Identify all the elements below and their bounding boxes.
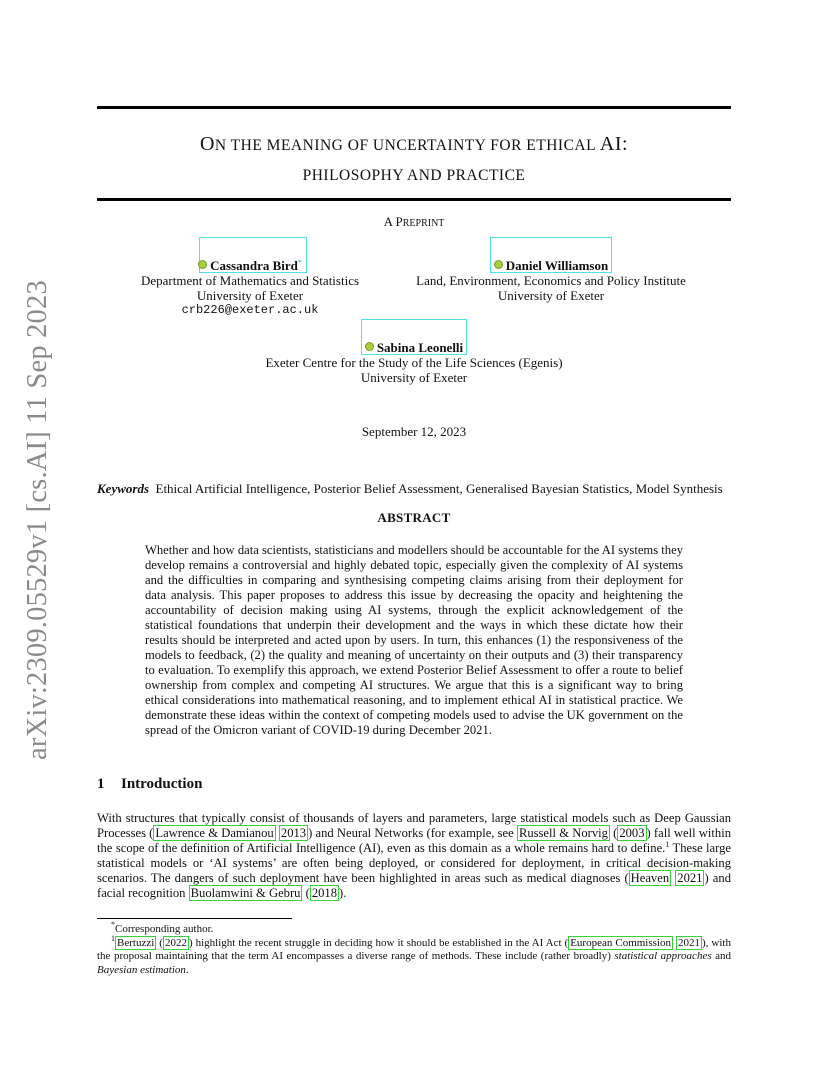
footnote-rule [97, 918, 292, 919]
author-affil-leonelli: Exeter Centre for the Study of the Life Sciences (Egenis) [265, 355, 563, 370]
citation-year-link[interactable]: 2021 [677, 871, 703, 885]
title-first-cap: O [199, 133, 215, 155]
keywords-label: Keywords [97, 481, 149, 496]
preprint-label: A PREPRINT [383, 214, 445, 229]
footnote-1: $^1$ Bertuzzi ( 2022 ) highlight the recent struggle in deciding how it should be established in the AI Act ( European Commission 2021 ), with the proposal maintaining that the term AI encompasses a diverse range of methods. These include (rather broadly) statistical approaches and Bayesian estimation. [97, 933, 732, 976]
citation-year-link[interactable]: 2018 [311, 886, 337, 900]
citation-link[interactable]: European Commission [570, 936, 671, 949]
keywords [97, 481, 731, 496]
corresponding-mark[interactable]: * [297, 258, 302, 267]
citation-link[interactable]: Bertuzzi [117, 936, 155, 949]
author-univ-leonelli: University of Exeter [360, 370, 468, 385]
orcid-icon[interactable] [198, 260, 207, 269]
section-heading [97, 776, 202, 793]
footnote-ref[interactable]: 1 [665, 840, 670, 849]
citation-year-link[interactable]: 2022 [164, 936, 187, 949]
paper-title [97, 130, 731, 190]
citation-link[interactable]: Russell & Norvig [518, 826, 608, 840]
author-name-leonelli[interactable]: Sabina Leonelli [376, 340, 464, 355]
citation-year-link[interactable]: 2021 [678, 936, 700, 949]
author-univ-williamson: University of Exeter [497, 288, 605, 303]
title-ai: AI: [599, 133, 629, 155]
section-title: Introduction [121, 776, 203, 792]
citation-link[interactable]: Buolamwini & Gebru [190, 886, 301, 900]
author-affil-bird: Department of Mathematics and Statistics [140, 273, 360, 288]
paper-date: September 12, 2023 [361, 424, 467, 439]
author-affil-williamson: Land, Environment, Economics and Policy Institute [416, 273, 686, 288]
author-name-williamson[interactable]: Daniel Williamson [505, 258, 609, 273]
abstract-text: Whether and how data scientists, statisticians and modellers should be accountable for the AI systems they develop remains a controversial and highly debated topic, especially given the complexity of AI systems and the difficulties in comparing and synthesising competing claims arising from their deployment for data analysis. This paper proposes to address this issue by decreasing the opacity and heightening the accountability of decision making using AI systems, through the explicit acknowledgement of the statistical foundations that underpin their development and the ways in which these dictate how their results should be interpreted and acted upon by users. In turn, this enhances (1) the responsiveness of the models to feedback, (2) the quality and meaning of uncertainty on their outputs and (3) their transparency to evaluation. To exemplify this approach, we extend Posterior Belief Assessment to offer a route to belief ownership from complex and competing AI structures. We argue that this is a significant way to bring ethical considerations into mathematical reasoning, and to implement ethical AI in statistical practice. We demonstrate these ideas within the context of competing models used to advise the UK government on the spread of the Omicron variant of COVID-19 during December 2021. [145, 543, 683, 737]
citation-year-link[interactable]: 2013 [280, 826, 307, 840]
title-rule-top [97, 106, 731, 109]
abstract-heading: ABSTRACT [377, 510, 451, 525]
orcid-icon[interactable] [494, 260, 503, 269]
keywords-text: Ethical Artificial Intelligence, Posterior Belief Assessment, Generalised Bayesian Statistics, Model Synthesis [155, 481, 723, 496]
title-line2: PHILOSOPHY AND PRACTICE [302, 167, 526, 184]
author-block-bird [117, 258, 383, 318]
intro-paragraph: With structures that typically consist of thousands of layers and parameters, large statistical models such as Deep Gaussian Processes ( Lawrence & Damianou 2013 ) and Neural Networks (for example, see Russell & Norvig ( 2003 ) fall well within the scope of the definition of Artificial Intelligence (AI), even as this domain as a whole remains hard to define.$^1$ These large statistical models or ‘AI systems’ are often being deployed, or considered for deployment, in critical decision-making scenarios. The dangers of such deployment have been highlighted in areas such as medical diagnoses ( Heaven 2021 ) and facial recognition Buolamwini & Gebru ( 2018 ). [97, 811, 731, 900]
author-name-bird[interactable]: Cassandra Bird [210, 258, 298, 273]
citation-link[interactable]: Lawrence & Damianou [155, 826, 274, 840]
title-rule-bottom [97, 198, 731, 201]
title-line1: N THE MEANING OF UNCERTAINTY FOR ETHICAL [214, 137, 600, 154]
author-univ-bird: University of Exeter [196, 288, 304, 303]
citation-year-link[interactable]: 2003 [619, 826, 645, 840]
author-block-williamson [400, 258, 702, 303]
footnotes [97, 920, 732, 977]
author-block-leonelli [240, 340, 588, 385]
orcid-icon[interactable] [365, 342, 374, 351]
author-email-bird[interactable]: crb226@exeter.ac.uk [181, 303, 319, 317]
section-number: 1 [97, 776, 105, 792]
arxiv-stamp: arXiv:2309.05529v1 [cs.AI] 11 Sep 2023 [22, 280, 53, 760]
footnote-star: *Corresponding author. [111, 920, 214, 935]
citation-link[interactable]: Heaven [630, 871, 670, 885]
